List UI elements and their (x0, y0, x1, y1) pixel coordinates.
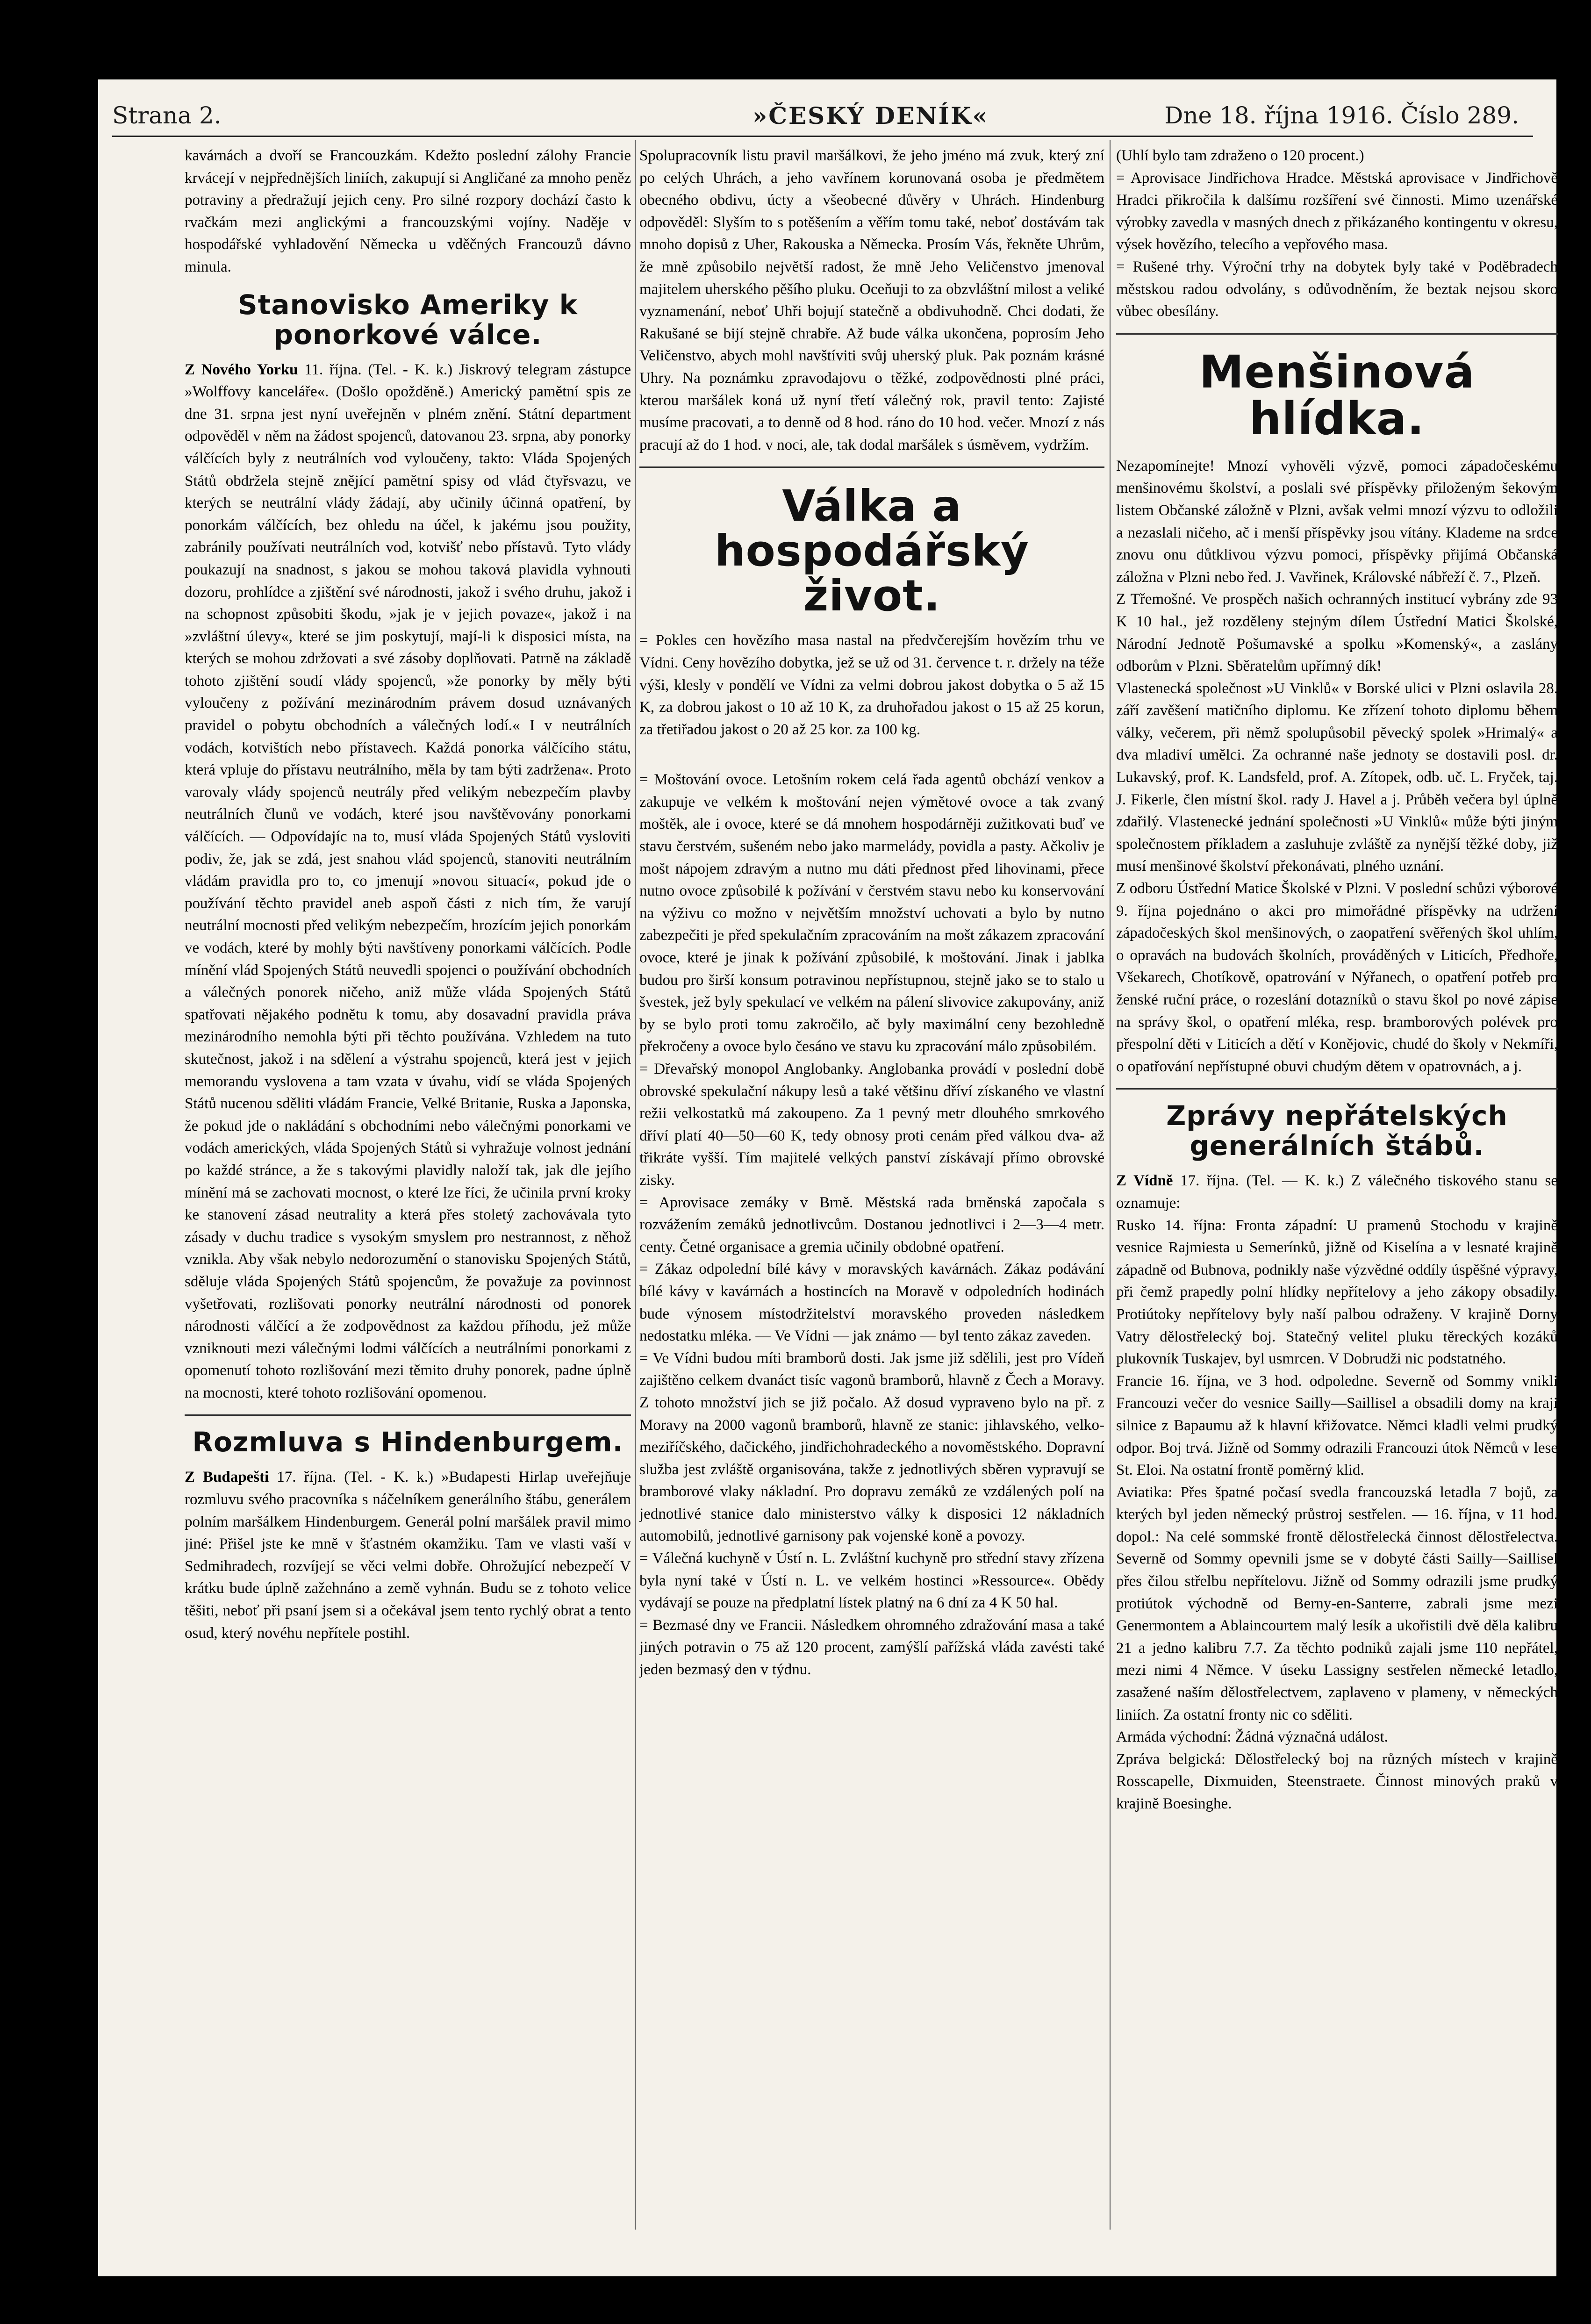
news-item: = Aprovisace zemáky v Brně. Městská rada brněnská započala s rozvážením zemáků jednotlivcům. Dostanou jednotlivci i 2—3—4 metr. centy. Četné organisace a gremia učinily obdobné opatření. (639, 1194, 1104, 1255)
column-divider (635, 140, 636, 2230)
news-item: = Válečná kuchyně v Ústí n. L. Zvláštní kuchyně pro střední stavy zřízena byla nyní také v Ústí n. L. ve velkém hostinci »Ressource«. Obědy vydávají se pouze na předplatní lístek platný na 6 dní za 4 K 50 hal. (639, 1550, 1104, 1612)
article-text: 11. října. (Tel. - K. k.) Jiskrový telegram zástupce »Wolffovy kanceláře«. (Došlo opožděně.) Americký pamětní spis ze dne 31. srpna jest nyní uveřejněn v plném znění. Státní department odpověděl v něm na žádost spojenců, datovanou 23. srpna, aby ponorky válčících byly z neutrálních vod vyloučeny, takto: Vláda Spojených Států obdržela stejně znějící pamětní spisy od vlád čtyřsvazu, ve kterých se neutrální vlády žádají, aby učinily účinná opatření, by ponorkám válčících, bez ohledu na účel, k jakému jsou použity, zabránily používati neutrálních vod, kotvišť nebo přístavů. Tyto vlády poukazují na snadnost, s jakou se mohou taková plavidla vyhnouti dozoru, prohlídce a zjištění své národnosti, jakož i svého druhu, jakož i na schopnost způsobiti škodu, »jak je v jejich povaze«, jakož i na »zvláštní úlevy«, které se jim poskytují, mají-li k disposici místa, na kterých se mohou zdržovati a své zásoby doplňovati. Patrně na základě tohoto zjištění soudí vlády spojenců, »že ponorky by měly býti vyloučeny z požívání mezinárodním právem dosud uznávaných pravidel o pobytu obchodních a válečných lodí.« I v neutrálních vodách, kotvištích nebo přístavech. Každá ponorka válčícího státu, která vpluje do přístavu neutrálního, měla by tam býti zadržena«. Proto varovaly vlády spojenců neutrály před velikým nebezpečím plavby neutrálních člunů ve vodách, které jsou navštěvovány ponorkami válčících. — Odpovídajíc na to, musí vláda Spojených Států vysloviti podiv, že, jak se zdá, jest snahou vlád spojenců, stanoviti neutrálním vládám pravidla pro to, co jmenují »novou situací«, pokud jde o používání těchto pravidel aneb aspoň části z nich tím, že varují neutrální mocnosti před velikým nebezpečím, hrozícím jejich ponorkám ve vodách, které by mohly býti navštíveny ponorkami válčících. Podle mínění vlád Spojených Států neuvedli spojenci o používání obchodních a válečných ponorek ničeho, aniž může vláda Spojených Států spatřovati nějakého podnětu k tomu, aby dosavadní pravidla práva mezinárodního nemohla býti při těchto používána. Vzhledem na tuto skutečnost, jakož i na sdělení a výstrahu spojenců, která jest v jejich memorandu vyslovena a tam vzata v úvahu, vidí se vláda Spojených Států nucenou sděliti vládám Francie, Velké Britanie, Ruska a Japonska, že pokud jde o nakládání s obchodními nebo válečnými ponorkami ve vodách amerických, vláda Spojených Států si vyhražuje volnost jednání po každé stránce, a že s takovými plavidly naloží tak, jak dle jejího mínění má se zachovati mocnost, o které lze říci, že učinila první kroky ke stanovení zásad neutrality a která přes stoletý zachovávala tyto zásady v duchu tradice s vysokým smyslem pro nestrannost, z něhož vznikla. Aby však nebylo nedorozumění o stanovisku Spojených Států, sděluje vláda Spojených Států spojencům, že považuje za povinnost vyšetřovati, rozlišovati ponorky neutrální národnosti od ponorek národnosti válčící a že zodpovědnost za každou příhodu, jež může vzniknouti mezi válečnými lodmi válčících a neutrálními ponorkami z opomenutí tohoto rozlišování mezi těmito druhy ponorek, padne úplně na mocnosti, které tohoto rozlišování opomenou. (185, 361, 631, 1401)
news-item: = Moštování ovoce. Letošním rokem celá řada agentů obchází venkov a zakupuje ve velkém k moštování nejen výmětové ovoce a tak zvaný moštěk, ale i ovoce, které se dá mnohem hospodárněji zužitkovati buď ve stavu čerstvém, sušeném nebo jako marmelády, povidla a pasty. Ačkoliv je mošt nápojem zdravým a nutno mu dáti přednost před lihovinami, přece nutno ovoce způsobilé k požívání v čerstvém stavu nebo ku konservování na výživu co možno v největším množství uchovati a bylo by nutno zabezpečiti je před spekulačním zpracováním na mošt zákazem zpracování ovoce, které je jinak k požívání způsobilé, k moštování. Jinak i jablka budou pro širší konsum potravinou nepřístupnou, stejně jako se to stalo u švestek, jež byly spekulací ve velkém na pálení slivovice zakupovány, aniž by se bylo proti tomu zakročilo, ač byly maximální ceny bezohledně překročeny a ovoce bylo česáno ve stavu ku zpracování málo způsobilém. (639, 771, 1104, 1055)
article-continuation: (Uhlí bylo tam zdraženo o 120 procent.) (1116, 147, 1364, 164)
newspaper-title: »ČESKÝ DENÍK« (752, 102, 989, 129)
news-item: = Aprovisace Jindřichova Hradce. Městská aprovisace v Jindřichově Hradci přikročila k dalšímu rozšíření své činnosti. Mimo uzenářské výrobky zavedla v masných dnech z přikázaného kontingentu v okresu, výsek hovězího, telecího a vepřového masa. (1116, 169, 1558, 253)
news-item: Nezapomínejte! Mnozí vyhověli výzvě, pomoci západočeskému menšinovému školství, a poslali své příspěvky přiloženým šekovým listem Občanské záložně v Plzni, avšak velmi mnozí výzvu to odložili a nezaslali ničeho, ač i menší příspěvky jsou vítány. Klademe na srdce znovu onu důtklivou výzvu pomoci, příspěvky přijímá Občanská záložna v Plzni nebo řed. J. Vavřinek, Královské nábřeží č. 7., Plzeň. (1116, 457, 1558, 586)
dateline: Z Vídně (1116, 1172, 1173, 1190)
report-item: Zpráva belgická: Dělostřelecký boj na různých místech v krajině Rosscapelle, Dixmuiden, Steenstraete. Činnost minových praků v krajině Boesinghe. (1116, 1750, 1558, 1812)
column-2 (639, 145, 1104, 2230)
report-item: Francie 16. října, ve 3 hod. odpoledne. Severně od Sommy vnikli Francouzi večer do vesnice Sailly—Saillisel a obsadili domy na kraji silnice z Bapaumu až k hlavní křižovatce. Němci kladli velmi prudký odpor. Boj trvá. Jižně od Sommy odrazili Francouzi útok Němců v lese St. Eloi. Na ostatní frontě poměrný klid. (1116, 1372, 1558, 1479)
masthead-rule (112, 136, 1533, 137)
article-continuation: Spolupracovník listu pravil maršálkovi, že jeho jméno má zvuk, který zní po celých Uhrách, a jeho vavřínem korunovaná osoba je předmětem obecného obdivu, úcty a všeobecné důvěry v Uhrách. Hindenburg odpověděl: Slyším to s potěšením a věřím tomu také, neboť dostávám tak mnoho dopisů z Uher, Rakouska a Německa. Prosím Vás, řekněte Uhrům, že mně způsobilo největší radost, že mně Jeho Veličenstvo jmenoval majitelem uherského pěšího pluku. Oceňuji to za obzvláštní milost a veliké vyznamenání, neboť Uhři bojují statečně a obdivuhodně. Chci dodati, že Rakušané se bijí stejně chrabře. Až bude válka ukončena, poprosím Jeho Veličenstvo, abych mohl navštíviti svůj uherský pluk. Pak poznám krásné Uhry. Na poznámku zpravodajovu o těžké, zodpovědnosti plné práci, kterou maršálek koná už nyní třetí válečný rok, pravil tento: Zajisté musíme pracovati, a to denně od 8 hod. ráno do 10 hod. večer. Mnozí z nás pracují až do 1 hod. v noci, ale, tak dodal maršálek s úsměvem, vydržím. (639, 147, 1104, 453)
news-item: = Rušené trhy. Výroční trhy na dobytek byly také v Poděbradech městskou radou odvolány, s odůvodněním, že beztak nejsou skoro vůbec obesílány. (1116, 258, 1558, 320)
report-item: Armáda východní: Žádná význačná událost. (1116, 1729, 1388, 1746)
news-item: = Bezmasé dny ve Francii. Následkem ohromného zdražování masa a také jiných potravin o 75 až 120 procent, zamýšlí pařížská vláda zavésti také jeden bezmasý den v týdnu. (639, 1616, 1104, 1678)
headline-hindenburg: Rozmluva s Hindenburgem. (192, 1426, 624, 1458)
article-text: 17. října. (Tel. — K. k.) Z válečného tiskového stanu se oznamuje: (1116, 1172, 1558, 1212)
news-item: = Ve Vídni budou míti bramborů dosti. Jak jsme již sdělili, jest pro Vídeň zajištěno celkem dvanáct tisíc vagonů bramborů, hlavně z Čech a Moravy. Z tohoto množství jich se již počalo. Až dosud vypraveno bylo na př. z Moravy na 2000 vagonů bramborů, hlavně ze stanic: jihlavského, velko-meziříčského, dačického, jindřichohradeckého a novoměstského. Dopravní služba jest zvláště organisována, takže z jednotlivých sběren vypravují se bramborové vlaky nákladní. Pro dopravu zemáků ze vzdálených polí na jednotlivé stanice dalo ministerstvo války k disposici 12 nákladních automobilů, jednotlivé garnisony pak vojenské koně a povozy. (639, 1349, 1104, 1545)
headline-america-submarine: Stanovisko Ameriky k ponorkové válce. (237, 288, 578, 351)
news-item: = Dřevařský monopol Anglobanky. Anglobanka provádí v poslední době obrovské spekulační nákupy lesů a také většinu dříví získaného ve vlastní režii velkostatků má zakoupeno. Za 1 pevný metr dlouhého smrkového dříví platí 40—50—60 K, tedy obnosy proti cenám před válkou dva- až třikráte vyšší. Tím majitelé velkých panství získávají přímo obrovské zisky. (639, 1061, 1104, 1189)
issue-date: Dne 18. října 1916. Číslo 289. (1164, 102, 1519, 129)
section-rule (1116, 1088, 1558, 1090)
section-rule (185, 1414, 631, 1416)
report-item: Rusko 14. října: Fronta západní: U pramenů Stochodu v krajině vesnice Rajmiesta u Semerínků, jižně od Kiselína a v lesnaté krajině západně od Bubnova, podnikly naše výzvědné oddíly úspěšné výpravy, při čemž prapedly polní hlídky nepřítelovy a jeho zákopy obsadily. Protiútoky nepřítelovy byly naší palbou odraženy. V krajině Dorny Vatry dělostřelecký boj. Statečný velitel pluku těreckých kozáků plukovník Tuskajev, byl usmrcen. V Dobrudži nic podstatného. (1116, 1217, 1558, 1368)
column-1 (185, 145, 631, 2230)
dateline: Z Budapešti (185, 1469, 269, 1486)
news-item: Z odboru Ústřední Matice Školské v Plzni. V poslední schůzi výborové 9. října pojednáno o akci pro mimořádné příspěvky na udržení západočeských škol menšinových, o zaopatření svěřených škol uhlím, o opravách na budovách školních, prováděných v Liticích, Předhoře, Všekarech, Chotíkově, opatrování v Nýřanech, o opatření potřeb pro ženské ruční práce, o rozeslání dotazníků o stavu škol po nové zápise na správy škol, o opatření mléka, resp. bramborových polévek pro přespolní děti v Liticích a dětí v Konějovic, chudé do školy v Nekmíři, o opatřování nepřístupné obuvi chudým dětem v opatrovnách, a j. (1116, 880, 1558, 1075)
article-body (185, 1466, 631, 1644)
headline-enemy-reports: Zprávy nepřátelských generálních štábů. (1166, 1100, 1508, 1162)
section-rule (639, 466, 1104, 468)
dateline: Z Nového Yorku (185, 361, 298, 378)
article-text: 17. října. (Tel. - K. k.) »Budapesti Hirlap uveřejňuje rozmluvu svého pracovníka s náčelníkem generálního štábu, generálem polním maršálkem Hindenburgem. Generál polní maršálek pravil mimo jiné: Přišel jste ke mně v šťastném okamžiku. Tam ve vlasti vaší v Sedmihradech, rozvíjejí se věci velmi dobře. Ohrožující nebezpečí V krátku bude úplně zažehnáno a země vyhnán. Budu se z tohoto velice těšiti, neboť při psaní jsem si a očekával jsem tento rychlý obrat a tento osud, který novéhu nepřítele postihl. (185, 1469, 631, 1642)
column-3 (1116, 145, 1558, 2230)
news-item: = Pokles cen hovězího masa nastal na předvčerejším hovězím trhu ve Vídni. Ceny hovězího dobytka, jež se už od 31. července t. r. držely na téže výši, klesly v pondělí ve Vídni za velmi dobrou jakost dobytka o 5 až 15 K, za dobrou jakost o 10 až 10 K, za druhořadou jakost o 15 až 25 korun, za třetiřadou jakost o 20 až 25 kor. za 100 kg. (639, 632, 1104, 738)
column-divider (1110, 140, 1111, 2230)
news-item: = Zákaz odpolední bílé kávy v moravských kavárnách. Zákaz podávání bílé kávy v kavárnách a hostincích na Moravě v odpoledních hodinách bude výnosem místodržitelství moravského proveden následkem nedostatku mléka. — Ve Vídni — jak známo — byl tento zákaz zaveden. (639, 1261, 1104, 1345)
news-item: Vlastenecká společnost »U Vinklů« v Borské ulici v Plzni oslavila 28. září zavěšení matičního diplomu. Ke zřízení tohoto diplomu během války, večerem, při němž spolupůsobil pěvecký spolek »Hrimalý« a dva mladiví umělci. Za ochranné naše jednoty se dostavili posl. dr. Lukavský, prof. K. Landsfeld, prof. A. Zítopek, odb. uč. L. Fryček, taj. J. Fikerle, člen místní škol. rady J. Havel a j. Průběh večera byl úplně zdařilý. Vlastenecké jednání společnosti »U Vinklů« může býti jiným společnostem příkladem a zasluhuje zvláště za nynější těžké doby, již musí menšinové školství překonávati, plného uznání. (1116, 680, 1558, 875)
report-item: Aviatika: Přes špatné počasí svedla francouzská letadla 7 bojů, za kterých byl jeden německý průstroj sestřelen. — 16. října, v 11 hod. dopol.: Na celé sommské frontě dělostřelecká činnost dělostřelectva. Severně od Sommy opevnili jsme se v dobyté části Sailly—Saillisel přes čilou střelbu nepřítelovu. Jižně od Sommy odrazili jsme prudký protiútok východně od Berny-en-Santerre, zabrali jsme mezi Genermontem a Ablaincourtem malý lesík a ukořistili dvě děla kalibru 21 a jedno kalibru 7.7. Za těchto podniků zajali jsme 110 nepřátel, mezi nimi 4 Němce. V úseku Lassigny sestřelen německé letadlo, zasažené naším dělostřelectvem, zaplaveno v plameny, v německých liniích. Za ostatní fronty nic co sděliti. (1116, 1484, 1558, 1723)
news-item: Z Třemošné. Ve prospěch našich ochranných institucí vybrány zde 93 K 10 hal., jež rozděleny stejným dílem Ústřední Matici Školské, Národní Jednotě Pošumavské a spolku »Komenský«, a zaslány odborům v Plzni. Sběratelům upřímný dík! (1116, 591, 1558, 675)
article-body (185, 359, 631, 1405)
page-number: Strana 2. (112, 102, 222, 129)
masthead (112, 102, 1538, 135)
headline-minority-watch: Menšinová hlídka. (1199, 345, 1475, 445)
section-rule (1116, 333, 1558, 335)
headline-war-economy: Válka a hospodářský život. (715, 481, 1029, 621)
article-body (1116, 1170, 1558, 1214)
article-continuation: kavárnách a dvoří se Francouzkám. Kdežto poslední zálohy Francie krvácejí v nejpřednějších liniích, zakupují si Angličané za mnoho peněz potraviny a předražují jejich ceny. Pro silné rozpory dochází často k rvačkám mezi anglickými a francouzskými vojíny. Naděje v hospodářské vyhladovění Německa u vděčných Francouzů dávno minula. (185, 147, 631, 275)
